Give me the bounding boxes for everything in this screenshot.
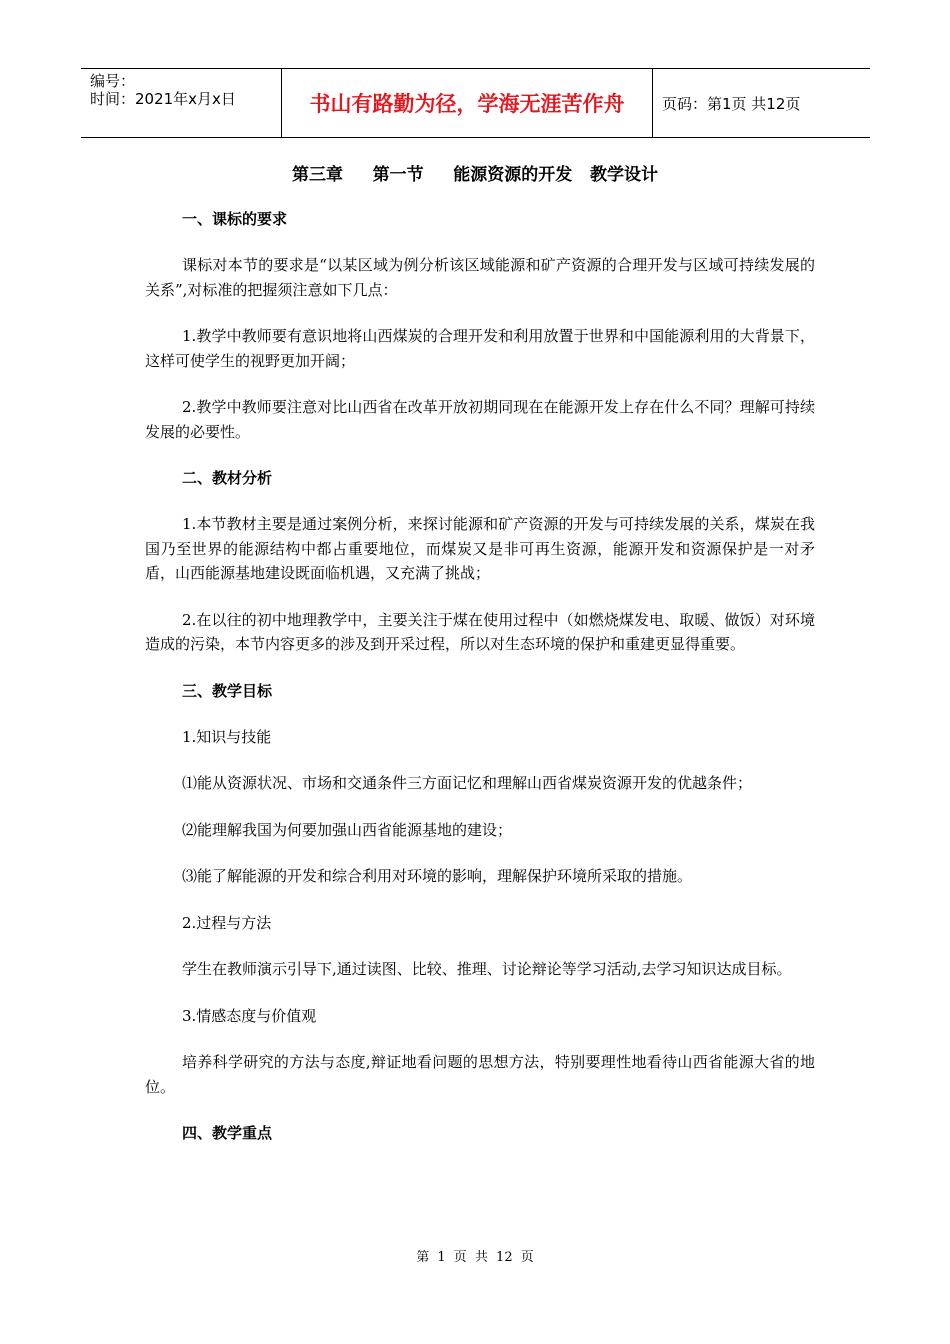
paragraph: 1.知识与技能 xyxy=(182,727,272,746)
paragraph: 课标对本节的要求是“以某区域为例分析该区域能源和矿产资源的合理开发与区域可持续发展的关系”,对标准的把握须注意如下几点： xyxy=(145,256,815,299)
section-heading: 二、教材分析 xyxy=(182,469,273,487)
paragraph: ⑴能从资源状况、市场和交通条件三方面记忆和理解山西省煤炭资源开发的优越条件； xyxy=(182,774,753,792)
paragraph: 学生在教师演示引导下,通过读图、比较、推理、讨论辩论等学习活动,去学习知识达成目标。 xyxy=(182,960,792,978)
motto: 书山有路勤为径，学海无涯苦作舟 xyxy=(282,69,653,137)
document-title: 第三章 第一节 能源资源的开发 教学设计 xyxy=(292,165,658,185)
paragraph: 1.教学中教师要有意识地将山西煤炭的合理开发和利用放置于世界和中国能源利用的大背景下，这样可使学生的视野更加开阔； xyxy=(145,327,815,370)
section-heading: 四、教学重点 xyxy=(182,1124,273,1142)
paragraph: ⑶能了解能源的开发和综合利用对环境的影响，理解保护环境所采取的措施。 xyxy=(182,867,693,885)
header-meta xyxy=(81,69,282,137)
paragraph: 2.教学中教师要注意对比山西省在改革开放初期同现在在能源开发上存在什么不同？理解可持续发展的必要性。 xyxy=(145,398,815,441)
paragraph: 2.在以往的初中地理教学中，主要关注于煤在使用过程中（如燃烧煤发电、取暖、做饭）对环境造成的污染，本节内容更多的涉及到开采过程，所以对生态环境的保护和重建更显得重要。 xyxy=(145,610,815,653)
document-header xyxy=(81,68,870,138)
section-heading: 一、课标的要求 xyxy=(182,210,288,228)
date-label: 时间：2021年x月x日 xyxy=(90,90,236,108)
paragraph: 3.情感态度与价值观 xyxy=(182,1006,317,1025)
section-heading: 三、教学目标 xyxy=(182,681,273,700)
code-label: 编号： xyxy=(90,72,136,90)
page-footer: 第 1 页 共 12 页 xyxy=(416,1250,534,1265)
document-body xyxy=(145,207,815,1167)
paragraph: ⑵能理解我国为何要加强山西省能源基地的建设； xyxy=(182,820,513,839)
paragraph: 培养科学研究的方法与态度,辩证地看问题的思想方法，特别要理性地看待山西省能源大省的地位。 xyxy=(145,1053,815,1096)
paragraph: 2.过程与方法 xyxy=(182,913,272,932)
page-info: 页码：第1页 共12页 xyxy=(662,94,801,113)
paragraph: 1.本节教材主要是通过案例分析，来探讨能源和矿产资源的开发与可持续发展的关系，煤炭在我国乃至世界的能源结构中都占重要地位，而煤炭又是非可再生资源，能源开发和资源保护是一对矛盾，山西能源基地建设既面临机遇，又充满了挑战； xyxy=(145,515,815,582)
